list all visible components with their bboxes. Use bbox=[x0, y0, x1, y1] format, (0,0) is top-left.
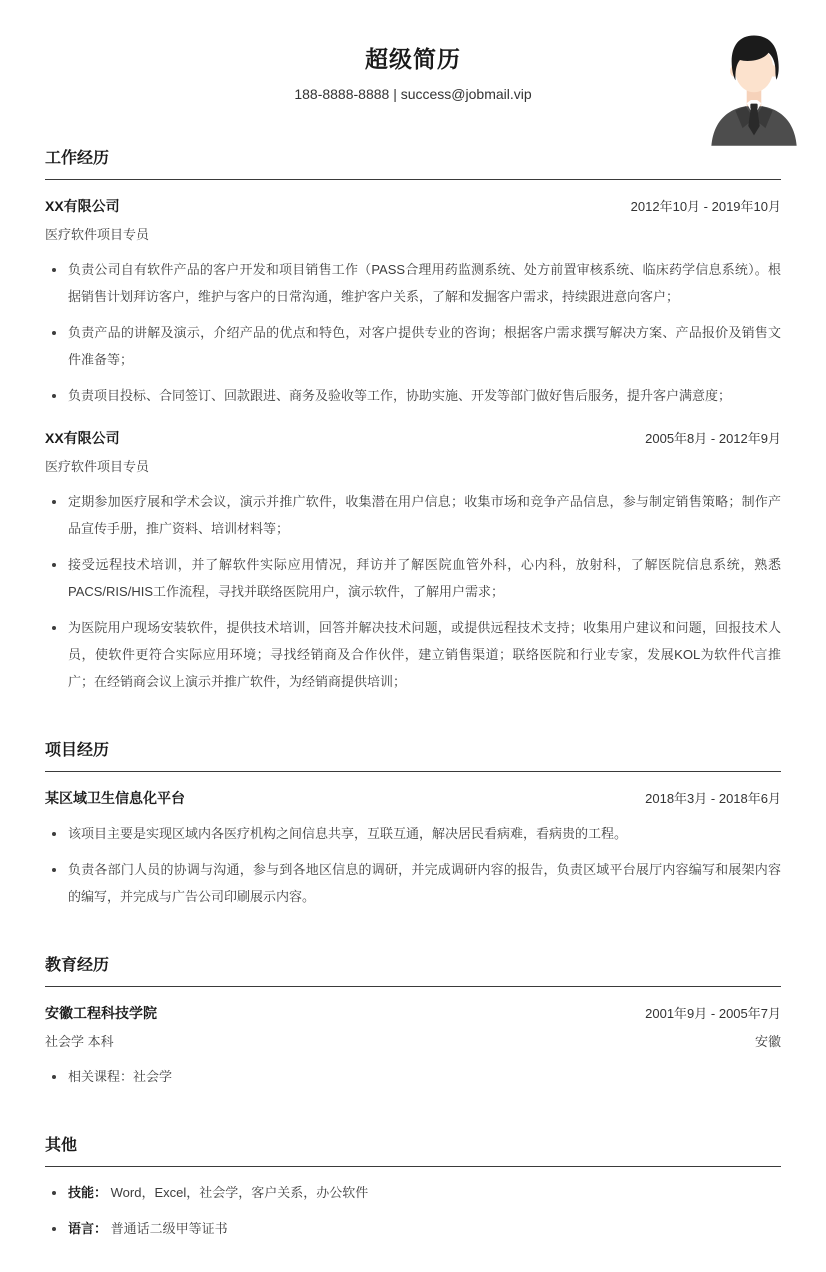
bullet-item: 负责产品的讲解及演示，介绍产品的优点和特色，对客户提供专业的咨询；根据客户需求撰写解决方案、产品报价及销售文件准备等； bbox=[45, 319, 781, 373]
bullet-list bbox=[45, 820, 781, 910]
work-entry bbox=[45, 197, 781, 409]
education-entry bbox=[45, 1004, 781, 1090]
entry-header bbox=[45, 1004, 781, 1023]
entry-date: 2012年10月 - 2019年10月 bbox=[630, 199, 781, 214]
work-entry bbox=[45, 429, 781, 695]
bullet-list bbox=[45, 488, 781, 695]
school-name: 安徽工程科技学院 bbox=[45, 1005, 157, 1021]
bullet-item: 接受远程技术培训，并了解软件实际应用情况，拜访并了解医院血管外科，心内科，放射科，了解医院信息系统，熟悉PACS/RIS/HIS工作流程，寻找并联络医院用户，演示软件，了解用户需求； bbox=[45, 551, 781, 605]
entry-date: 2018年3月 - 2018年6月 bbox=[645, 791, 781, 806]
person-avatar-icon bbox=[702, 26, 806, 146]
job-title-row bbox=[45, 458, 781, 476]
degree-row bbox=[45, 1033, 781, 1051]
section-title-work: 工作经历 bbox=[45, 148, 781, 180]
bullet-list bbox=[45, 1179, 781, 1242]
section-other bbox=[45, 1135, 781, 1242]
bullet-item: 负责公司自有软件产品的客户开发和项目销售工作（PASS合理用药监测系统、处方前置审核系统、临床药学信息系统）。根据销售计划拜访客户，维护与客户的日常沟通，维护客户关系，了解和发掘客户需求，持续跟进意向客户； bbox=[45, 256, 781, 310]
company-name: XX有限公司 bbox=[45, 430, 120, 446]
contact-line: 188-8888-8888 | success@jobmail.vip bbox=[294, 86, 532, 102]
bullet-list bbox=[45, 256, 781, 409]
project-name: 某区域卫生信息化平台 bbox=[45, 790, 185, 806]
resume-header bbox=[45, 0, 781, 103]
bullet-item: 定期参加医疗展和学术会议，演示并推广软件，收集潜在用户信息；收集市场和竞争产品信息，参与制定销售策略；制作产品宣传手册，推广资料、培训材料等； bbox=[45, 488, 781, 542]
job-title: 医疗软件项目专员 bbox=[45, 459, 150, 474]
bullet-item: 为医院用户现场安装软件，提供技术培训，回答并解决技术问题，或提供远程技术支持；收集用户建议和问题，回报技术人员，使软件更符合实际应用环境；寻找经销商及合作伙伴，建立销售渠道；联络医院和行业专家，发展KOL为软件代言推广；在经销商会议上演示并推广软件，为经销商提供培训； bbox=[45, 614, 781, 695]
project-entry bbox=[45, 789, 781, 910]
company-name: XX有限公司 bbox=[45, 198, 120, 214]
section-title-other: 其他 bbox=[45, 1135, 781, 1167]
section-education bbox=[45, 955, 781, 1090]
entry-header bbox=[45, 429, 781, 448]
section-title-project: 项目经历 bbox=[45, 740, 781, 772]
job-title-row bbox=[45, 226, 781, 244]
entry-header bbox=[45, 197, 781, 216]
entry-date: 2005年8月 - 2012年9月 bbox=[645, 431, 781, 446]
school-location: 安徽 bbox=[754, 1034, 781, 1049]
bullet-list bbox=[45, 1063, 781, 1090]
language-value: 普通话二级甲等证书 bbox=[110, 1221, 228, 1236]
resume-title: 超级简历 bbox=[365, 46, 461, 72]
entry-date: 2001年9月 - 2005年7月 bbox=[645, 1006, 781, 1021]
skills-value: Word，Excel，社会学，客户关系，办公软件 bbox=[110, 1185, 369, 1200]
bullet-item: 负责项目投标、合同签订、回款跟进、商务及验收等工作，协助实施、开发等部门做好售后服务，提升客户满意度； bbox=[45, 382, 781, 409]
job-title: 医疗软件项目专员 bbox=[45, 227, 150, 242]
entry-header bbox=[45, 789, 781, 808]
bullet-item: 相关课程：社会学 bbox=[45, 1063, 781, 1090]
bullet-item: 负责各部门人员的协调与沟通，参与到各地区信息的调研，并完成调研内容的报告，负责区域平台展厅内容编写和展架内容的编写，并完成与广告公司印刷展示内容。 bbox=[45, 856, 781, 910]
bullet-item-skills bbox=[45, 1179, 781, 1206]
bullet-item: 该项目主要是实现区域内各医疗机构之间信息共享，互联互通，解决居民看病难，看病贵的工程。 bbox=[45, 820, 781, 847]
section-project bbox=[45, 740, 781, 910]
avatar bbox=[702, 26, 806, 146]
section-title-education: 教育经历 bbox=[45, 955, 781, 987]
section-work bbox=[45, 148, 781, 695]
degree-major: 社会学 本科 bbox=[45, 1034, 114, 1049]
bullet-item-language bbox=[45, 1215, 781, 1242]
skills-label: 技能： bbox=[68, 1185, 108, 1200]
language-label: 语言： bbox=[68, 1221, 108, 1236]
